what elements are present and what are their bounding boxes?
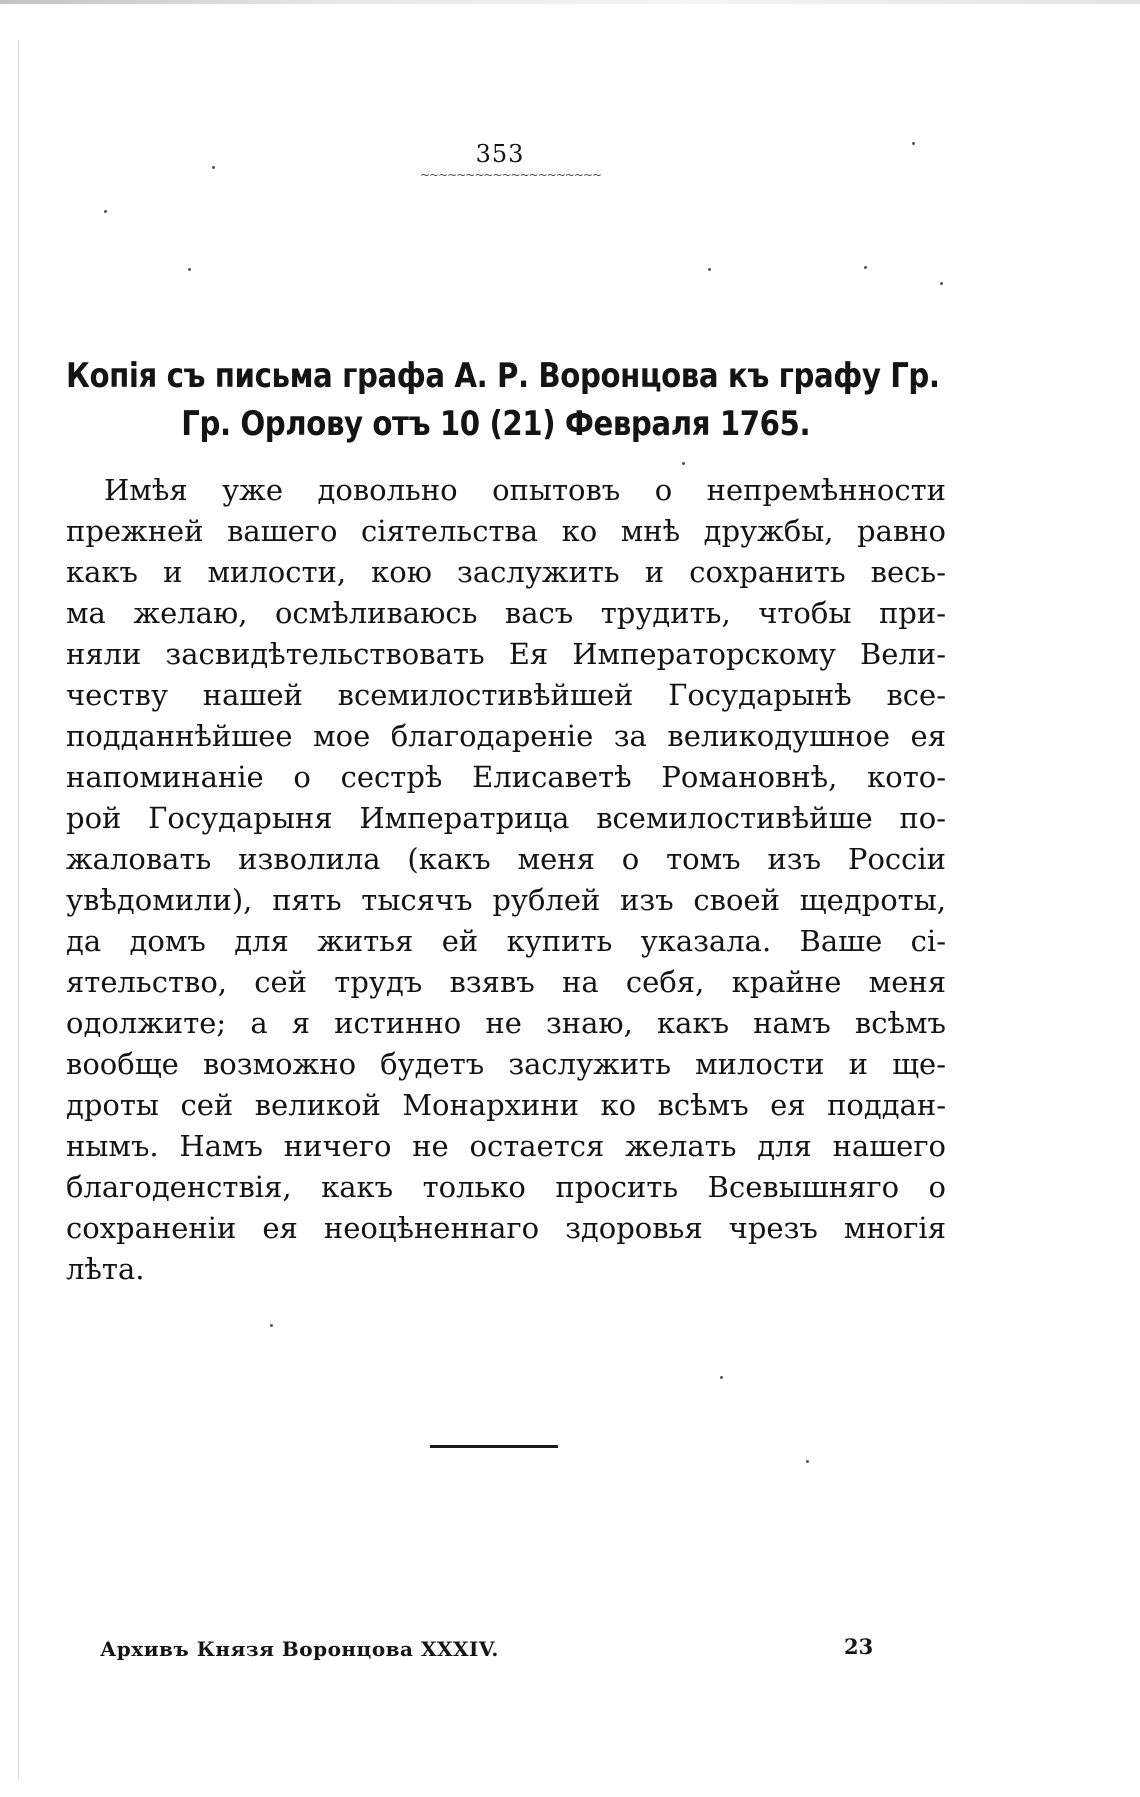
- body-line: лѣта.: [66, 1252, 145, 1286]
- scan-speck: [212, 166, 215, 169]
- body-line: жаловать изволила (какъ меня о томъ изъ Россіи: [66, 842, 946, 876]
- scan-speck: [720, 1376, 723, 1379]
- body-line: увѣдомили), пять тысячъ рублей изъ своей щедроты,: [66, 883, 946, 917]
- body-line: вообще возможно будетъ заслужить милости и ще-: [66, 1047, 946, 1081]
- scan-speck: [682, 462, 685, 465]
- scan-speck: [188, 268, 191, 271]
- scan-speck: [708, 268, 711, 271]
- body-line: какъ и милости, кою заслужить и сохранить весь-: [66, 555, 946, 589]
- page-number-ornament: ~~~~~~~~~~~~~~~~~~~~: [420, 168, 602, 182]
- body-line: сохраненіи ея неоцѣненнаго здоровья чрезъ многія: [66, 1211, 946, 1245]
- body-line: напоминаніе о сестрѣ Елисаветѣ Романовнѣ, кото-: [66, 760, 946, 794]
- body-line: рой Государыня Императрица всемилостивѣйше по-: [66, 801, 946, 835]
- heading-line-2: Гр. Орлову отъ 10 (21) Февраля 1765.: [181, 404, 811, 444]
- body-line: дроты сей великой Монархини ко всѣмъ ея поддан-: [66, 1088, 946, 1122]
- body-line: ма желаю, осмѣливаюсь васъ трудить, чтобы при-: [66, 596, 946, 630]
- heading-line-1: Копія съ письма графа А. Р. Воронцова къ графу Гр.: [66, 356, 940, 396]
- body-line: Имѣя уже довольно опытовъ о непремѣнности: [104, 473, 946, 507]
- letter-body: [66, 470, 946, 1290]
- scan-speck: [912, 142, 915, 145]
- scan-speck: [270, 1324, 273, 1327]
- scan-speck: [806, 1460, 809, 1463]
- letter-heading: [66, 352, 940, 448]
- footer-signature-title: Архивъ Князя Воронцова XXXIV.: [100, 1637, 499, 1661]
- scan-speck: [104, 210, 107, 213]
- body-line: благоденствія, какъ только просить Всевышняго о: [66, 1170, 946, 1204]
- body-line: честву нашей всемилостивѣйшей Государынѣ все-: [66, 678, 946, 712]
- footer-signature-number: 23: [844, 1634, 874, 1659]
- page-top-edge: [0, 0, 1140, 4]
- scan-speck: [940, 282, 943, 285]
- scan-speck: [864, 266, 867, 269]
- page-left-edge: [18, 40, 19, 1780]
- body-line: одолжите; а я истинно не знаю, какъ намъ всѣмъ: [66, 1006, 946, 1040]
- body-line: нымъ. Намъ ничего не остается желать для нашего: [66, 1129, 946, 1163]
- body-line: да домъ для житья ей купить указала. Ваше сі-: [66, 924, 946, 958]
- body-line: ятельство, сей трудъ взявъ на себя, крайне меня: [66, 965, 946, 999]
- body-line: няли засвидѣтельствовать Ея Императорскому Вели-: [66, 637, 946, 671]
- page-number: 353: [475, 140, 525, 168]
- section-divider: [430, 1445, 558, 1448]
- body-line: прежней вашего сіятельства ко мнѣ дружбы, равно: [66, 514, 946, 548]
- body-line: подданнѣйшее мое благодареніе за великодушное ея: [66, 719, 946, 753]
